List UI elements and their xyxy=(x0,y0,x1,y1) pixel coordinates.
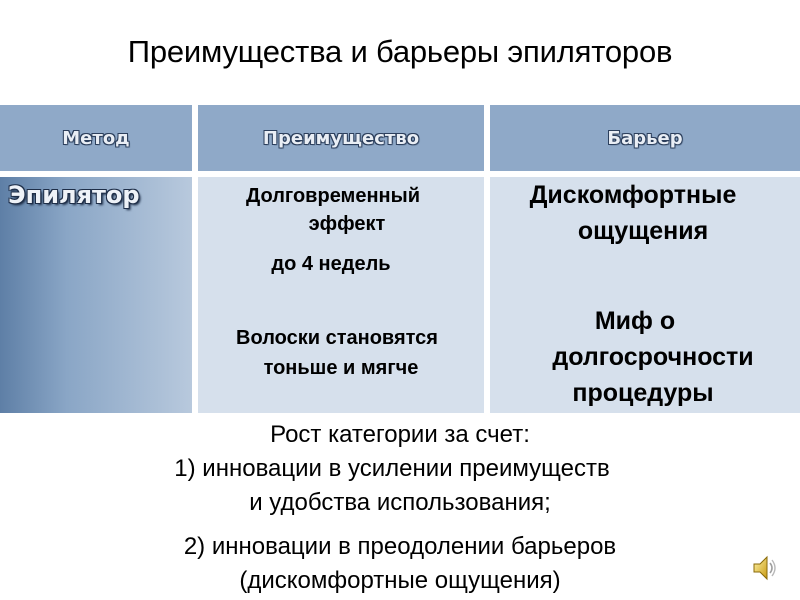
table-row-barrier-cell xyxy=(490,177,800,413)
header-barrier: Барьер xyxy=(490,105,800,171)
advantage-line: Долговременный xyxy=(245,185,421,207)
caption-line: и удобства использования; xyxy=(249,489,551,516)
column-divider xyxy=(484,105,490,413)
barrier-line: ощущения xyxy=(577,217,709,245)
caption-line: 2) инновации в преодолении барьеров xyxy=(183,533,617,560)
table-header-row xyxy=(0,105,800,171)
table-row-advantage-cell xyxy=(198,177,484,413)
header-method: Метод xyxy=(0,105,192,171)
barrier-line: Миф о xyxy=(594,307,676,335)
header-advantage: Преимущество xyxy=(198,105,484,171)
speaker-icon[interactable] xyxy=(752,553,778,583)
barrier-line: долгосрочности xyxy=(552,343,754,371)
method-label: Эпилятор xyxy=(8,181,140,209)
page-title: Преимущества и барьеры эпиляторов xyxy=(127,34,673,69)
advantage-line: до 4 недель xyxy=(271,253,391,275)
advantage-line: тоньше и мягче xyxy=(263,357,419,379)
barrier-line: Дискомфортные xyxy=(529,181,737,209)
advantage-line: Волоски становятся xyxy=(236,327,438,349)
column-divider xyxy=(192,105,198,413)
row-divider xyxy=(0,171,800,177)
caption-line: 1) инновации в усилении преимуществ xyxy=(174,455,610,482)
advantage-line: эффект xyxy=(308,213,386,235)
barrier-line: процедуры xyxy=(572,379,714,407)
table-row-method-cell xyxy=(0,177,192,413)
caption-line: (дискомфортные ощущения) xyxy=(239,567,561,594)
caption-line: Рост категории за счет: xyxy=(270,421,530,448)
comparison-table xyxy=(0,105,800,413)
